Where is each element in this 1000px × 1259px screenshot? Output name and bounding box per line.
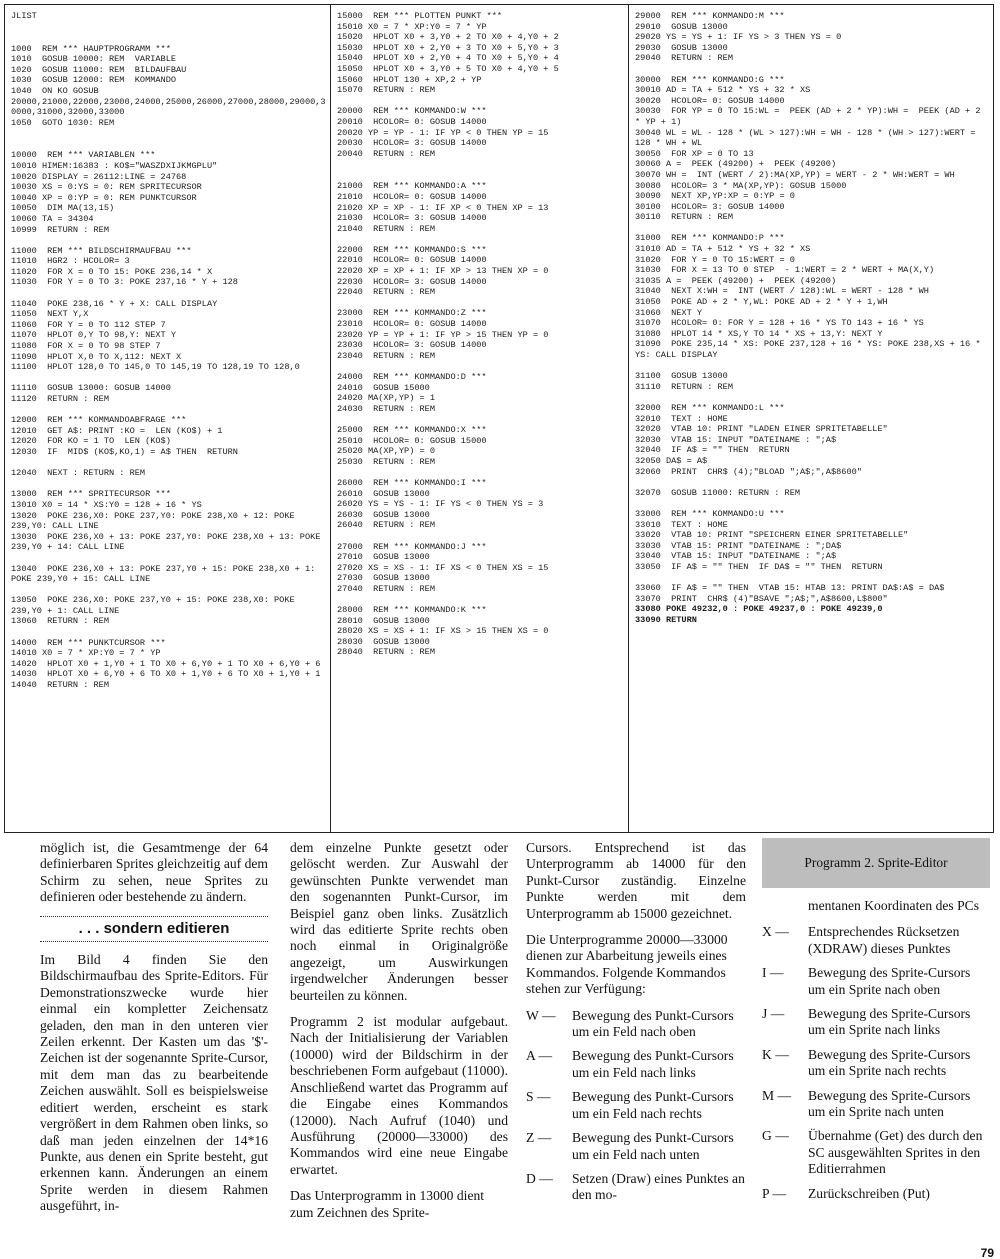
code-block (11, 299, 326, 373)
command-item (526, 1089, 746, 1122)
listing-column-2 (331, 5, 629, 832)
code-line: 30030 FOR YP = 0 TO 15:WL = PEEK (AD + 2 * YP):WH = PEEK (AD + 2 * YP + 1) (635, 106, 986, 127)
command-item (526, 1171, 746, 1204)
command-item (762, 1128, 990, 1177)
command-key: K — (762, 1046, 789, 1062)
code-line: 32070 GOSUB 11000: RETURN : REM (635, 487, 801, 498)
code-block (635, 233, 988, 360)
code-line: 11060 FOR Y = 0 TO 112 STEP 7 (11, 319, 166, 330)
code-line: 31000 REM *** KOMMANDO:P *** (635, 233, 785, 244)
code-line: 25000 REM *** KOMMANDO:X *** (337, 424, 487, 435)
command-key: I — (762, 965, 784, 981)
code-line: 30080 HCOLOR= 3 * MA(XP,YP): GOSUB 15000 (635, 180, 847, 191)
code-line: 10060 TA = 34304 (11, 213, 94, 224)
command-description: Bewegung des Punkt-Cursors um ein Feld nach rechts (572, 1089, 734, 1121)
code-line: 25010 HCOLOR= 0: GOSUB 15000 (337, 435, 487, 446)
code-line: 14020 HPLOT X0 + 1,Y0 + 1 TO X0 + 6,Y0 + 1 TO X0 + 6,Y0 + 6 (11, 658, 321, 669)
code-line: 20030 HCOLOR= 3: GOSUB 14000 (337, 138, 487, 149)
paragraph: dem einzelne Punkte gesetzt oder gelöscht werden. Zur Auswahl der gewünschten Punkte verwendet man den sogenannten Punkt-Cursor, im Beispiel ganz oben links. Zusätzlich wird das editierte Sprite rechts oben noch einmal in Originalgröße angezeigt, um Auswirkungen irgendwelcher Änderungen besser beurteilen zu können. (290, 840, 508, 1003)
code-line: 31010 AD = TA + 512 * YS + 32 * XS (635, 244, 811, 255)
code-line: 33040 VTAB 15: INPUT "DATEINAME : ";A$ (635, 551, 837, 562)
code-block (635, 11, 988, 64)
article-column-1 (40, 840, 268, 1225)
code-line: 26010 GOSUB 13000 (337, 488, 430, 499)
code-line: 20040 RETURN : REM (337, 148, 435, 159)
paragraph: Die Unterprogramme 20000—33000 dienen zur Abarbeitung jeweils eines Kommandos. Folgende Kommandos stehen zur Verfügung: (526, 932, 728, 997)
code-line: 23000 REM *** KOMMANDO:Z *** (337, 308, 487, 319)
code-line: 22040 RETURN : REM (337, 287, 435, 298)
code-line: 25030 RETURN : REM (337, 456, 435, 467)
code-line: 32050 DA$ = A$ (635, 455, 708, 466)
code-block (337, 308, 624, 361)
code-line: 13000 REM *** SPRITECURSOR *** (11, 489, 171, 500)
code-line: 29000 REM *** KOMMANDO:M *** (635, 11, 785, 21)
code-line: 33090 RETURN (635, 614, 697, 625)
command-key: Z — (526, 1130, 552, 1146)
command-key: M — (762, 1087, 792, 1103)
code-line: 30040 WL = WL - 128 * (WL > 127):WH = WH - 128 * (WH > 127):WERT = 128 * WH + WL (635, 127, 981, 149)
code-line: 26000 REM *** KOMMANDO:I *** (337, 477, 487, 488)
code-line: 23010 HCOLOR= 0: GOSUB 14000 (337, 319, 487, 330)
code-line: 26040 RETURN : REM (337, 520, 435, 531)
code-line: 22020 XP = XP + 1: IF XP > 13 THEN XP = 0 (337, 266, 549, 277)
paragraph: Cursors. Entsprechend ist das Unterprogramm ab 14000 für den Punkt-Cursor zuständig. Einzelne Punkte werden mit dem Unterprogramm ab 15000 gezeichnet. (526, 840, 746, 921)
command-list (762, 924, 990, 1202)
code-block (11, 150, 326, 235)
code-line: 10010 HIMEM:16383 : KO$="WASZDXIJKMGPLU" (11, 160, 218, 171)
code-block (11, 415, 326, 457)
command-description: Bewegung des Punkt-Cursors um ein Feld nach links (572, 1048, 734, 1080)
code-line: 32040 IF A$ = "" THEN RETURN (635, 445, 790, 456)
code-line: 15010 X0 = 7 * XP:Y0 = 7 * YP (337, 21, 487, 32)
code-line: 22000 REM *** KOMMANDO:S *** (337, 244, 487, 255)
code-line: 12030 IF MID$ (KO$,KO,1) = A$ THEN RETURN (11, 446, 238, 457)
command-item (762, 1186, 990, 1202)
code-line: 11080 FOR X = 0 TO 98 STEP 7 (11, 341, 161, 352)
code-block (11, 564, 326, 585)
code-block (11, 44, 326, 129)
code-line: 30010 AD = TA + 512 * YS + 32 * XS (635, 85, 811, 96)
code-line: 11020 FOR X = 0 TO 15: POKE 236,14 * X (11, 266, 213, 277)
code-line: 26030 GOSUB 13000 (337, 509, 430, 520)
command-key: A — (526, 1048, 553, 1064)
code-block (337, 425, 624, 467)
code-line: 33010 TEXT : HOME (635, 519, 728, 530)
code-block (635, 583, 988, 625)
command-item (526, 1008, 746, 1041)
code-line: 22010 HCOLOR= 0: GOSUB 14000 (337, 255, 487, 266)
code-line: 30060 A = PEEK (49200) + PEEK (49200) (635, 159, 837, 170)
code-block (337, 106, 624, 159)
code-line: 10020 DISPLAY = 26112:LINE = 24768 (11, 171, 187, 182)
command-key: G — (762, 1128, 789, 1144)
command-key: J — (762, 1006, 785, 1022)
code-line: 11120 RETURN : REM (11, 394, 109, 404)
code-line: 30000 REM *** KOMMANDO:G *** (635, 74, 785, 85)
code-line: 11030 FOR Y = 0 TO 3: POKE 237,16 * Y + 128 (11, 277, 238, 288)
code-block (11, 246, 326, 288)
code-line: 27040 RETURN : REM (337, 583, 435, 594)
code-line: 29020 YS = YS + 1: IF YS > 3 THEN YS = 0 (635, 32, 842, 43)
code-line: 24010 GOSUB 15000 (337, 382, 430, 393)
code-line: 20010 HCOLOR= 0: GOSUB 14000 (337, 116, 487, 127)
code-line: 28040 RETURN : REM (337, 647, 435, 658)
command-description: Bewegung des Sprite-Cursors um ein Sprite nach oben (808, 965, 971, 997)
program-listing (4, 4, 994, 833)
code-line: 31110 RETURN : REM (635, 381, 733, 392)
command-item (762, 1047, 990, 1080)
code-line: 12000 REM *** KOMMANDOABFRAGE *** (11, 415, 187, 426)
code-line: 1030 GOSUB 12000: REM KOMMANDO (11, 75, 177, 86)
code-line: 15050 HPLOT X0 + 3,Y0 + 5 TO X0 + 4,Y0 + 5 (337, 63, 559, 74)
command-list (526, 1008, 746, 1204)
code-line: 13010 X0 = 14 * XS:Y0 = 128 + 16 * YS (11, 499, 202, 510)
command-item (526, 1130, 746, 1163)
command-key: P — (762, 1185, 787, 1201)
code-line: 11040 POKE 238,16 * Y + X: CALL DISPLAY (11, 298, 218, 309)
command-key: D — (526, 1170, 553, 1186)
code-line: 31035 A = PEEK (49200) + PEEK (49200) (635, 275, 837, 286)
code-line: 11050 NEXT Y,X (11, 309, 89, 320)
code-line: 31040 NEXT X:WH = INT (WERT / 128):WL = WERT - 128 * WH (635, 286, 929, 297)
listing-column-3 (629, 5, 992, 832)
code-line: 10999 RETURN : REM (11, 224, 109, 235)
code-line: 33000 REM *** KOMMANDO:U *** (635, 508, 785, 519)
code-block (635, 488, 988, 499)
code-block (337, 11, 624, 96)
code-block (11, 489, 326, 553)
article-column-4 (762, 898, 990, 1210)
code-line: 12020 FOR KO = 1 TO LEN (KO$) (11, 436, 171, 447)
code-line: 23040 RETURN : REM (337, 350, 435, 361)
subheading: . . . sondern editieren (40, 916, 268, 942)
code-line: 28020 XS = XS + 1: IF XS > 15 THEN XS = 0 (337, 626, 549, 637)
code-line: 10040 XP = 0:YP = 0: REM PUNKTCURSOR (11, 192, 197, 203)
command-key: S — (526, 1089, 551, 1105)
code-line: 33020 VTAB 10: PRINT "SPEICHERN EINER SPRITETABELLE" (635, 530, 909, 541)
code-line: 11110 GOSUB 13000: GOSUB 14000 (11, 383, 171, 394)
code-line: 31090 POKE 235,14 * XS: POKE 237,128 + 16 * YS: POKE 238,XS + 16 * YS: CALL DISPLAY (635, 339, 986, 360)
code-line: 27010 GOSUB 13000 (337, 552, 430, 563)
code-block (11, 638, 326, 691)
code-line: 21010 HCOLOR= 0: GOSUB 14000 (337, 191, 487, 202)
code-line: 32010 TEXT : HOME (635, 413, 728, 424)
code-line: 21040 RETURN : REM (337, 223, 435, 234)
code-line: JLIST (11, 11, 37, 21)
code-block (635, 371, 988, 392)
code-line: 14000 REM *** PUNKTCURSOR *** (11, 637, 166, 648)
code-line: 32020 VTAB 10: PRINT "LADEN EINER SPRITETABELLE" (635, 424, 888, 435)
code-line: 33070 PRINT CHR$ (4)"BSAVE ";A$;",A$8600,L$800" (635, 593, 888, 604)
command-key: W — (526, 1007, 556, 1023)
code-line: 31070 HCOLOR= 0: FOR Y = 128 + 16 * YS TO 143 + 16 * YS (635, 318, 924, 329)
command-description: Übernahme (Get) des durch den SC ausgewählten Sprites in den Editierrahmen (808, 1128, 983, 1177)
code-line: 30050 FOR XP = 0 TO 13 (635, 148, 754, 159)
code-line: 31020 FOR Y = 0 TO 15:WERT = 0 (635, 254, 795, 265)
code-line: 28030 GOSUB 13000 (337, 636, 430, 647)
code-line: 30020 HCOLOR= 0: GOSUB 14000 (635, 95, 785, 106)
code-line: 1010 GOSUB 10000: REM VARIABLE (11, 54, 177, 65)
command-item (762, 965, 990, 998)
code-line: 24000 REM *** KOMMANDO:D *** (337, 372, 487, 382)
code-block (635, 509, 988, 573)
code-block (635, 403, 988, 477)
code-block (11, 383, 326, 404)
code-block (337, 372, 624, 414)
code-block (11, 468, 326, 479)
code-line: 31060 NEXT Y (635, 307, 703, 318)
code-line: 31100 GOSUB 13000 (635, 371, 728, 382)
code-line: 29010 GOSUB 13000 (635, 21, 728, 32)
code-line: 12040 NEXT : RETURN : REM (11, 468, 146, 479)
article-column-3 (526, 840, 746, 1212)
paragraph: Programm 2 ist modular aufgebaut. Nach der Initialisierung der Variablen (10000) wird der Bildschirm in der beschriebenen Form aufgebaut (11000). Anschließend wartet das Programm auf die Eingabe eines Kommandos (12000). Nach Aufruf (1040) und Ausführung (20000—33000) des Kommandos wird eine neue Eingabe erwartet. (290, 1014, 508, 1177)
code-line: 31030 FOR X = 13 TO 0 STEP - 1:WERT = 2 * WERT + MA(X,Y) (635, 265, 935, 276)
code-line: 13050 POKE 236,X0: POKE 237,Y0 + 15: POKE 238,X0: POKE 239,Y0 + 1: CALL LINE (11, 595, 300, 616)
code-line: 15040 HPLOT X0 + 2,Y0 + 4 TO X0 + 5,Y0 + 4 (337, 53, 559, 64)
code-line: 32030 VTAB 15: INPUT "DATEINAME : ";A$ (635, 434, 837, 445)
command-description: Entsprechendes Rücksetzen (XDRAW) dieses Punktes (808, 924, 960, 956)
code-line: 23020 YP = YP + 1: IF YP > 15 THEN YP = 0 (337, 329, 549, 340)
code-line: 28010 GOSUB 13000 (337, 615, 430, 626)
code-line: 23030 HCOLOR= 3: GOSUB 14000 (337, 340, 487, 351)
code-line: 32060 PRINT CHR$ (4);"BLOAD ";A$;",A$8600" (635, 466, 862, 477)
code-line: 21030 HCOLOR= 3: GOSUB 14000 (337, 213, 487, 224)
code-line: 29030 GOSUB 13000 (635, 42, 728, 53)
code-block (337, 605, 624, 658)
code-line: 33030 VTAB 15: PRINT "DATEINAME : ";DA$ (635, 540, 842, 551)
code-block (337, 478, 624, 531)
command-description: Bewegung des Sprite-Cursors um ein Sprite nach links (808, 1006, 971, 1038)
command-key: X — (762, 924, 789, 940)
command-item (762, 924, 990, 957)
code-line: 1020 GOSUB 11000: REM BILDAUFBAU (11, 64, 187, 75)
code-line: 27030 GOSUB 13000 (337, 573, 430, 584)
command-description: Bewegung des Punkt-Cursors um ein Feld nach oben (572, 1007, 734, 1040)
command-item (526, 1048, 746, 1081)
code-line: 26020 YS = YS - 1: IF YS < 0 THEN YS = 3 (337, 499, 544, 510)
code-line: 11070 HPLOT 0,Y TO 98,Y: NEXT Y (11, 330, 177, 341)
code-line: 20020 YP = YP - 1: IF YP < 0 THEN YP = 15 (337, 127, 549, 138)
code-line: 21020 XP = XP - 1: IF XP < 0 THEN XP = 13 (337, 202, 549, 213)
code-line: 33050 IF A$ = "" THEN IF DA$ = "" THEN RETURN (635, 561, 883, 572)
code-block (337, 245, 624, 298)
code-line: 30090 NEXT XP,YP:XP = 0:YP = 0 (635, 191, 795, 202)
code-line: 10030 XS = 0:YS = 0: REM SPRITECURSOR (11, 182, 202, 193)
code-line: 15030 HPLOT X0 + 2,Y0 + 3 TO X0 + 5,Y0 + 3 (337, 42, 559, 53)
command-description: Zurückschreiben (Put) (808, 1185, 930, 1201)
code-line: 11000 REM *** BILDSCHIRMAUFBAU *** (11, 245, 192, 256)
code-line: 28000 REM *** KOMMANDO:K *** (337, 605, 487, 616)
page-number: 79 (980, 1246, 994, 1259)
paragraph: Im Bild 4 finden Sie den Bildschirmaufbau des Sprite-Editors. Für Demonstrationszwecke wurde hier einmal ein kompletter Zeichensatz geladen, den man in den unteren vier Zeilen erkennt. Der Kasten um das '$'-Zeichen ist der sogenannte Sprite-Cursor, mit dem man das zu bearbeitende Zeichen auswählt. Soll es beispielsweise editiert werden, erscheint es stark vergrößert in dem Rahmen oben links, so daß man jeden einzelnen der 14*16 Punkte, aus denen ein Sprite besteht, gut erkennen kann. Änderungen an einem Sprite werden in diesem Rahmen ausgeführt, in- (40, 952, 268, 1214)
listing-column-1 (5, 5, 331, 832)
command-description: Bewegung des Punkt-Cursors um ein Feld nach unten (572, 1130, 734, 1162)
code-line: 10000 REM *** VARIABLEN *** (11, 150, 156, 161)
paragraph: Das Unterprogramm in 13000 dient zum Zeichnen des Sprite- (290, 1188, 485, 1220)
code-line: 29040 RETURN : REM (635, 53, 733, 64)
code-line: 31080 HPLOT 14 * XS,Y TO 14 * XS + 13,Y: NEXT Y (635, 328, 883, 339)
code-line: 33080 POKE 49232,0 : POKE 49237,0 : POKE 49239,0 (635, 604, 883, 615)
command-description: Bewegung des Sprite-Cursors um ein Sprite nach unten (808, 1087, 971, 1120)
code-line: 1040 ON KO GOSUB 20000,21000,22000,23000,24000,25000,26000,27000,28000,29000,30000,31000,32000,33000 (11, 85, 326, 118)
code-line: 13030 POKE 236,X0 + 13: POKE 237,Y0: POKE 238,X0 + 13: POKE 239,Y0 + 14: CALL LINE (11, 531, 326, 553)
code-line: 15020 HPLOT X0 + 3,Y0 + 2 TO X0 + 4,Y0 + 2 (337, 32, 559, 43)
code-line: 14030 HPLOT X0 + 6,Y0 + 6 TO X0 + 1,Y0 + 6 TO X0 + 1,Y0 + 1 (11, 669, 321, 680)
code-line: 21000 REM *** KOMMANDO:A *** (337, 181, 487, 192)
code-line: 30100 HCOLOR= 3: GOSUB 14000 (635, 201, 785, 212)
figure-caption: Programm 2. Sprite-Editor (762, 838, 990, 888)
code-block (337, 542, 624, 595)
code-line: 10050 DIM MA(13,15) (11, 203, 115, 214)
code-line: 30070 WH = INT (WERT / 2):MA(XP,YP) = WERT - 2 * WH:WERT = WH (635, 169, 955, 180)
code-line: 11100 HPLOT 128,0 TO 145,0 TO 145,19 TO 128,19 TO 128,0 (11, 362, 300, 373)
code-line: 11010 HGR2 : HCOLOR= 3 (11, 256, 130, 267)
code-line: 31050 POKE AD + 2 * Y,WL: POKE AD + 2 * Y + 1,WH (635, 297, 888, 308)
code-line: 24030 RETURN : REM (337, 403, 435, 414)
command-description: Setzen (Draw) eines Punktes an den mo- (572, 1170, 745, 1203)
code-line: 15060 HPLOT 130 + XP,2 + YP (337, 74, 482, 85)
code-line: 15070 RETURN : REM (337, 85, 435, 96)
code-line: 27000 REM *** KOMMANDO:J *** (337, 541, 487, 552)
code-line: 15000 REM *** PLOTTEN PUNKT *** (337, 11, 503, 21)
code-line: 13020 POKE 236,X0: POKE 237,Y0: POKE 238,X0 + 12: POKE 239,Y0: CALL LINE (11, 510, 300, 532)
command-item (762, 1006, 990, 1039)
code-line: 1000 REM *** HAUPTPROGRAMM *** (11, 43, 171, 54)
code-line: 13040 POKE 236,X0 + 13: POKE 237,Y0 + 15: POKE 238,X0 + 1: POKE 239,Y0 + 15: CALL LINE (11, 563, 321, 585)
command-description: Bewegung des Sprite-Cursors um ein Sprite nach rechts (808, 1046, 971, 1079)
command-item (762, 1088, 990, 1121)
code-block (337, 181, 624, 234)
code-line: 12010 GET A$: PRINT :KO = LEN (KO$) + 1 (11, 425, 223, 436)
code-line: 30110 RETURN : REM (635, 212, 733, 223)
code-line: 22030 HCOLOR= 3: GOSUB 14000 (337, 276, 487, 287)
code-block (635, 75, 988, 223)
paragraph: mentanen Koordinaten des PCs (808, 898, 980, 913)
code-line: 20000 REM *** KOMMANDO:W *** (337, 106, 487, 117)
code-line: 33060 IF A$ = "" THEN VTAB 15: HTAB 13: PRINT DA$:A$ = DA$ (635, 583, 945, 594)
code-line: 25020 MA(XP,YP) = 0 (337, 446, 435, 457)
code-block (11, 11, 326, 22)
paragraph: möglich ist, die Gesamtmenge der 64 definierbaren Sprites gleichzeitig auf dem Schirm zu sehen, neue Sprites zu definieren oder bestehende zu ändern. (40, 840, 268, 905)
code-line: 14010 X0 = 7 * XP:Y0 = 7 * YP (11, 648, 161, 659)
code-line: 27020 XS = XS - 1: IF XS < 0 THEN XS = 15 (337, 562, 549, 573)
code-line: 1050 GOTO 1030: REM (11, 117, 115, 128)
code-line: 11090 HPLOT X,0 TO X,112: NEXT X (11, 351, 182, 362)
code-line: 13060 RETURN : REM (11, 616, 109, 627)
code-line: 32000 REM *** KOMMANDO:L *** (635, 402, 785, 413)
article-column-2 (290, 840, 508, 1231)
code-line: 24020 MA(XP,YP) = 1 (337, 393, 435, 404)
code-line: 14040 RETURN : REM (11, 680, 109, 691)
code-block (11, 595, 326, 627)
